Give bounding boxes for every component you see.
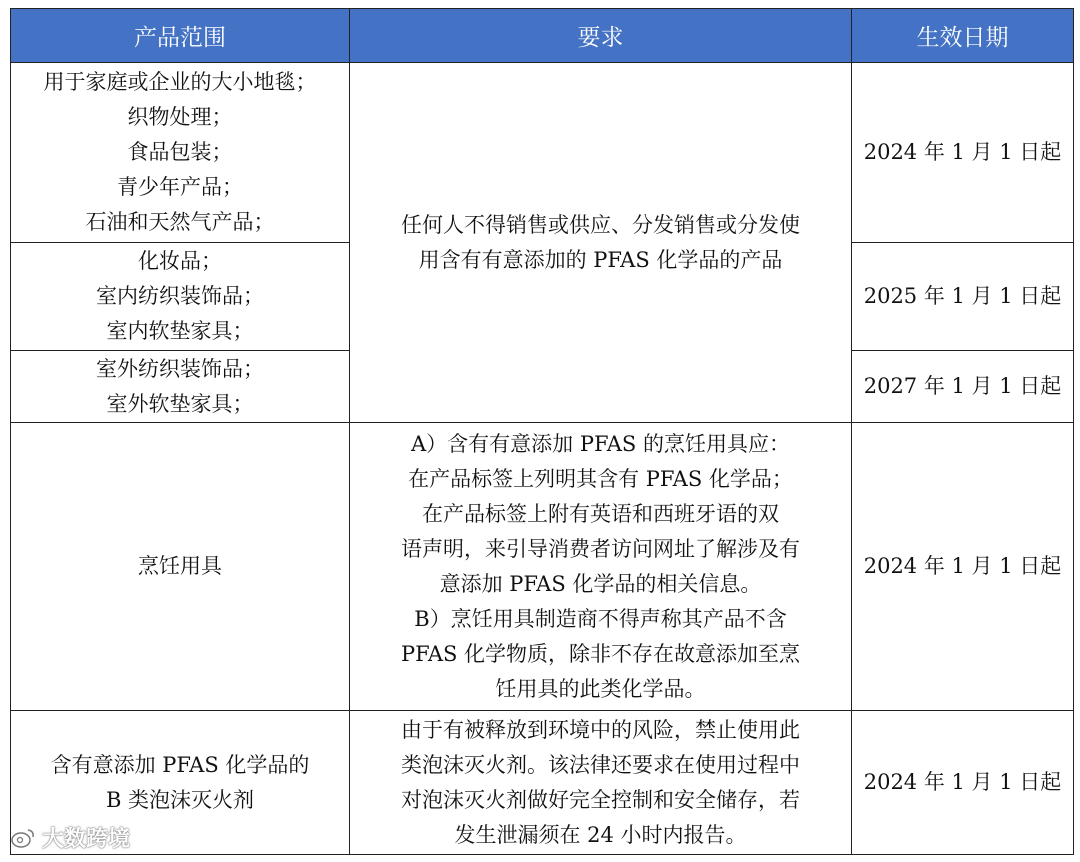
header-effective-date: 生效日期: [852, 9, 1074, 63]
effective-date-cell: 2024 年 1 月 1 日起: [852, 423, 1074, 711]
requirement-line: 对泡沫灭火剂做好完全控制和安全储存，若: [401, 787, 800, 812]
requirement-cell: [350, 423, 852, 711]
scope-item: 食品包装；: [127, 140, 233, 164]
requirement-line: B）烹饪用具制造商不得声称其产品不含: [414, 606, 787, 631]
scope-item: B 类泡沫灭火剂: [105, 787, 255, 812]
table-row: [11, 423, 1074, 711]
scope-item: 含有意添加 PFAS 化学品的: [50, 752, 310, 777]
requirement-cell: [350, 711, 852, 855]
scope-item: 青少年产品；: [117, 175, 243, 199]
scope-item: 用于家庭或企业的大小地毯；: [43, 70, 317, 94]
table-row: [11, 63, 1074, 243]
watermark-text: 大数跨境: [42, 827, 131, 852]
effective-date-cell: 2024 年 1 月 1 日起: [852, 711, 1074, 855]
header-requirement: 要求: [350, 9, 852, 63]
product-scope-cell: [11, 243, 350, 351]
product-scope-cell: [11, 351, 350, 423]
scope-item: 室内软垫家具；: [106, 319, 254, 343]
scope-item: 石油和天然气产品；: [85, 210, 275, 234]
table-row: [11, 711, 1074, 855]
scope-item: 化妆品；: [138, 249, 222, 273]
pfas-regulation-table: [10, 8, 1074, 855]
scope-item: 烹饪用具: [138, 554, 222, 578]
requirement-line: 在产品标签上列明其含有 PFAS 化学品；: [408, 466, 793, 491]
effective-date-cell: 2025 年 1 月 1 日起: [852, 243, 1074, 351]
product-scope-cell: [11, 423, 350, 711]
requirement-line: 类泡沫灭火剂。该法律还要求在使用过程中: [401, 752, 800, 777]
header-row: [11, 9, 1074, 63]
requirement-line: PFAS 化学物质，除非不存在故意添加至烹: [400, 641, 801, 666]
product-scope-cell: [11, 63, 350, 243]
requirement-line: 语声明，来引导消费者访问网址了解涉及有: [401, 536, 800, 561]
requirement-line: 发生泄漏须在 24 小时内报告。: [454, 822, 747, 847]
requirement-line: 意添加 PFAS 化学品的相关信息。: [439, 571, 762, 596]
regulation-table-container: [10, 8, 1073, 855]
scope-item: 室外纺织装饰品；: [96, 356, 264, 381]
effective-date-cell: 2024 年 1 月 1 日起: [852, 63, 1074, 243]
requirement-cell: [350, 63, 852, 423]
requirement-line: 饪用具的此类化学品。: [495, 676, 706, 701]
effective-date-cell: 2027 年 1 月 1 日起: [852, 351, 1074, 423]
requirement-line: A）含有有意添加 PFAS 的烹饪用具应：: [411, 431, 790, 456]
scope-item: 室外软垫家具；: [106, 391, 254, 416]
requirement-line: 用含有有意添加的 PFAS 化学品的产品: [418, 247, 783, 272]
header-product-scope: 产品范围: [11, 9, 350, 63]
watermark: [10, 822, 130, 853]
scope-item: 织物处理；: [127, 105, 233, 129]
requirement-line: 任何人不得销售或供应、分发销售或分发使: [401, 212, 800, 237]
requirement-line: 在产品标签上附有英语和西班牙语的双: [422, 501, 779, 526]
scope-item: 室内纺织装饰品；: [96, 284, 264, 308]
weibo-logo-icon: [10, 827, 36, 849]
requirement-line: 由于有被释放到环境中的风险，禁止使用此: [401, 717, 800, 742]
